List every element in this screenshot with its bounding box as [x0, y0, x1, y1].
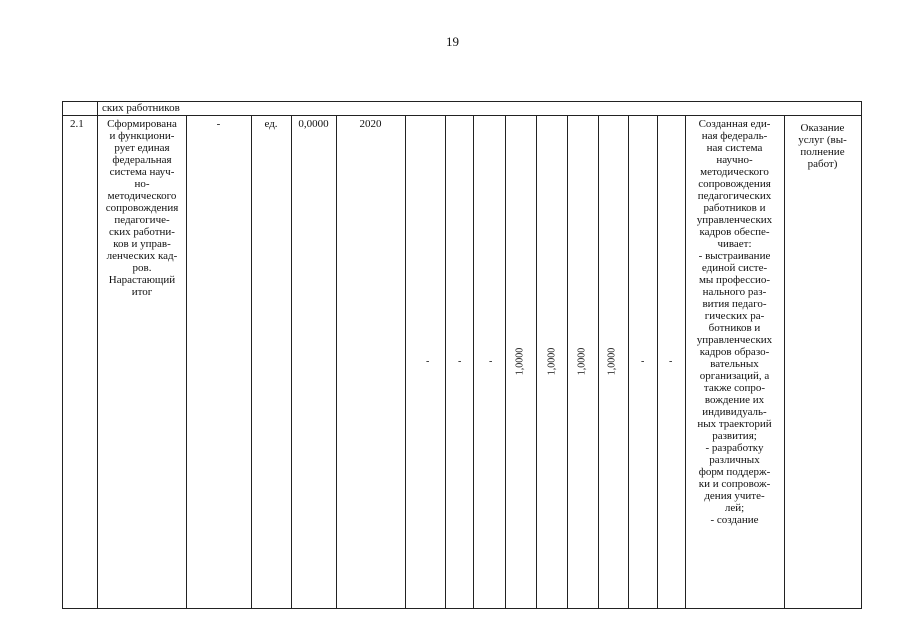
col-divider — [445, 115, 446, 609]
col-divider — [473, 115, 474, 609]
dash-mark: - — [641, 356, 645, 367]
indicator-name — [98, 118, 186, 298]
text-line: кадров образо- — [699, 346, 770, 358]
text-line: итог — [131, 286, 153, 298]
continued-row-text: ских работников — [102, 102, 180, 114]
text-line: ков и управ- — [113, 238, 171, 250]
text-line: педагогических — [697, 190, 772, 202]
text-line: полнение — [800, 146, 845, 158]
text-line: ки и сопровож- — [698, 478, 771, 490]
text-line: Созданная еди- — [698, 118, 771, 130]
text-line: вательных — [710, 358, 759, 370]
base-value-cell: 0,0000 — [298, 118, 329, 130]
unit-cell: ед. — [264, 118, 278, 130]
text-line: управленческих — [696, 334, 773, 346]
text-line: Оказание — [800, 122, 845, 134]
col-divider — [62, 101, 63, 609]
text-line: но- — [134, 178, 150, 190]
col-divider — [628, 115, 629, 609]
text-line: форм поддерж- — [698, 466, 771, 478]
dash-cell: - — [216, 118, 221, 130]
col-divider — [536, 115, 537, 609]
value-2023: 1,0000 — [576, 347, 588, 376]
table-top-border — [62, 101, 862, 102]
text-line: нального раз- — [702, 286, 767, 298]
text-line: ных траекторий — [697, 418, 772, 430]
row-separator — [62, 115, 862, 116]
text-line: индивидуаль- — [702, 406, 767, 418]
text-line: единой систе- — [701, 262, 768, 274]
col-divider — [405, 115, 406, 609]
text-line: ботников и — [708, 322, 761, 334]
table-bottom-border — [62, 608, 862, 609]
text-line: чивает: — [717, 238, 752, 250]
text-line: методического — [700, 166, 769, 178]
row-number: 2.1 — [70, 118, 84, 130]
text-line: - создание — [710, 514, 759, 526]
base-year-cell: 2020 — [359, 118, 382, 130]
dash-mark: - — [489, 356, 493, 367]
text-line: ная федераль- — [701, 130, 768, 142]
dash-mark: - — [426, 356, 430, 367]
text-line: Сформирована — [107, 118, 177, 130]
text-line: федеральная — [112, 154, 172, 166]
text-line: рует единая — [114, 142, 170, 154]
text-line: сопровождения — [105, 202, 179, 214]
text-line: научно- — [716, 154, 753, 166]
dash-mark: - — [669, 356, 673, 367]
text-line: педагогиче- — [114, 214, 170, 226]
col-divider — [657, 115, 658, 609]
col-divider — [291, 115, 292, 609]
col-divider — [784, 115, 785, 609]
text-line: ров. — [132, 262, 152, 274]
text-line: также сопро- — [703, 382, 766, 394]
text-line: система науч- — [109, 166, 175, 178]
text-line: услуг (вы- — [798, 134, 847, 146]
page-number: 19 — [446, 34, 459, 49]
text-line: и функциони- — [109, 130, 175, 142]
text-line: кадров обеспе- — [699, 226, 770, 238]
col-divider — [505, 115, 506, 609]
text-line: лей; — [724, 502, 745, 514]
text-line: организаций, а — [699, 370, 770, 382]
result-description — [685, 118, 784, 526]
text-line: - выстраивание — [698, 250, 771, 262]
text-line: методического — [107, 190, 177, 202]
text-line: развития; — [712, 430, 757, 442]
value-2021: 1,0000 — [514, 347, 526, 376]
text-line: работников и — [703, 202, 766, 214]
col-divider — [186, 115, 187, 609]
text-line: вития педаго- — [702, 298, 767, 310]
col-divider — [251, 115, 252, 609]
value-2022: 1,0000 — [546, 347, 558, 376]
result-type — [784, 122, 861, 170]
col-divider — [598, 115, 599, 609]
dash-mark: - — [458, 356, 462, 367]
text-line: работ) — [807, 158, 838, 170]
text-line: ских работни- — [109, 226, 175, 238]
text-line: - разработку — [705, 442, 764, 454]
text-line: мы профессио- — [698, 274, 771, 286]
col-divider — [567, 115, 568, 609]
text-line: вождение их — [704, 394, 765, 406]
text-line: ленческих кад- — [106, 250, 178, 262]
col-divider — [336, 115, 337, 609]
data-table — [62, 101, 862, 609]
text-line: ная система — [706, 142, 763, 154]
text-line: управленческих — [696, 214, 773, 226]
text-line: сопровождения — [698, 178, 771, 190]
text-line: Нарастающий — [108, 274, 176, 286]
col-divider — [861, 101, 862, 609]
text-line: дения учите- — [704, 490, 765, 502]
text-line: различных — [709, 454, 760, 466]
text-line: гических ра- — [704, 310, 765, 322]
value-2024: 1,0000 — [606, 347, 618, 376]
